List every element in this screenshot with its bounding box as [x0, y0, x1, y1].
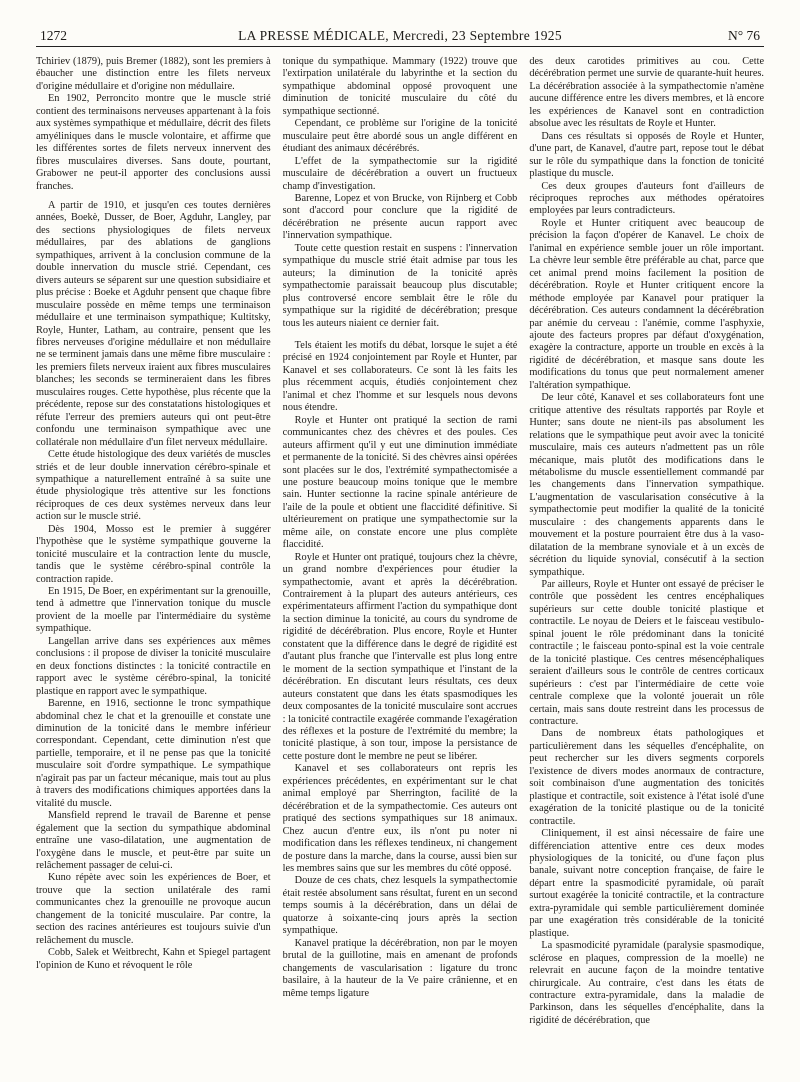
paragraph: Dès 1904, Mosso est le premier à suggérer l'hypothèse que le système sympathique gouverne la tonicité musculaire et la contraction lente du muscle, tandis que le système cérébro-spinal contrôle la contraction rapide.: [36, 523, 271, 585]
paragraph: des deux carotides primitives au cou. Cette décérébration permet une survie de quarante-huit heures. La décérébration associée à la sympathectomie n'amène aucune différence entre les divers membres, et là encore les expériences de Kanavel sont en contradiction absolue avec les résultats de Royle et Hunter.: [529, 56, 765, 130]
article-columns: [36, 56, 764, 1070]
paragraph: Toute cette question restait en suspens : l'innervation sympathique du muscle strié était admise par tous les auteurs; la diminution de la tonicité après sympathectomie paraissait beaucoup plus discutable; plus controversé encore semblait être le rôle du sympathique sur la rigidité de décérébration; presque tous les auteurs niaient ce dernier fait.: [282, 242, 518, 329]
paragraph: Royle et Hunter ont pratiqué la section de rami communicantes chez des chèvres et des poules. Ces auteurs affirment qu'il y eut une diminution immédiate et permanente de la tonicité. Si des chèvres ainsi opérées sont placées sur le dos, l'extrémité sympathectomisée a une posture beaucoup moins tonique que le membre sain. Hunter sectionne la racine spinale antérieure de l'aile de la poule et obtient une flaccidité définitive. Si ultérieurement on pratique une sympathectomie sur la même aile, on constate encore une plus complète flaccidité.: [282, 414, 518, 551]
paragraph: Royle et Hunter critiquent avec beaucoup de précision la façon d'opérer de Kanavel. Le choix de l'animal en expérience semble jouer un rôle important. La chèvre leur semble être préférable au chat, parce que cet animal prend moins facilement la position de décérébration. Royle et Hunter critiquent encore la méthode employée par Kanavel pour pratiquer la décérébration. Ces auteurs condamnent la décérébration par anémie du cerveau : l'anémie, comme l'asphyxie, ajoute des facteurs propres par défaut d'oxygénation, exagère la contracture, apporte un trouble en excès à la rigidité de décérébration, et masque sans doute les modifications du tonus que peut normalement amener l'altération sympathique.: [529, 217, 765, 391]
paragraph: Kuno répète avec soin les expériences de Boer, et trouve que la section unilatérale des rami communicantes chez la grenouille ne provoque aucun changement de la tonicité musculaire. Par contre, la section des racines antérieures est toujours suivie d'un relâchement du muscle.: [36, 872, 271, 946]
column-left: [36, 56, 271, 1070]
journal-title: LA PRESSE MÉDICALE, Mercredi, 23 Septembre 1925: [238, 28, 562, 43]
paragraph: tonique du sympathique. Mammary (1922) trouve que l'extirpation unilatérale du labyrinthe et la section du sympathique abdominal opposé provoquent une diminution de tonicité musculaire du côté du sympathique sectionné.: [282, 56, 518, 117]
paragraph: Cobb, Salek et Weitbrecht, Kahn et Spiegel partagent l'opinion de Kuno et révoquent le rôle: [36, 947, 271, 971]
page-number: 1272: [40, 28, 67, 43]
paragraph: Royle et Hunter ont pratiqué, toujours chez la chèvre, un grand nombre d'expériences pour étudier la sympathectomie, avant et après la décérébration. Contrairement à la plupart des auteurs antérieurs, ces expérimentateurs affirment l'action du sympathique dont la section diminue la tonicité, au cours du syndrome de rigidité de décérébration. Plus encore, Royle et Hunter constatent que la différence dans le degré de rigidité est d'autant plus franche que l'intervalle est plus long entre le moment de la section sympathique et l'instant de la décérébration. En discutant leurs résultats, ces deux auteurs constatent que dans les états spasmodiques les deux composantes de la tonicité musculaire sont accrues : la tonicité contractile exagérée commande l'exagération des réflexes et la posture de l'extrémité du membre; la tonicité plastique, à son tour, impose la persistance de cette posture dont le membre ne peut se libérer.: [282, 551, 518, 762]
paragraph: L'effet de la sympathectomie sur la rigidité musculaire de décérébration a ouvert un fructueux champ d'investigation.: [282, 155, 518, 192]
paragraph: Cliniquement, il est ainsi nécessaire de faire une différenciation attentive entre ces deux modes physiologiques de la tonicité, ou d'une façon plus banale, suivant notre conception française, de faire le départ entre la spasmodicité pyramidale, où paraît surtout exagérée la tonicité contractile, et la contracture extra-pyramidale qui semble particulièrement dominée par une exagération très considérable de la tonicité plastique.: [529, 828, 765, 939]
paragraph: En 1915, De Boer, en expérimentant sur la grenouille, tend à admettre que l'innervation tonique du muscle provient de la moelle par l'intermédiaire du système sympathique.: [36, 586, 271, 635]
paragraph: Tels étaient les motifs du débat, lorsque le sujet a été précisé en 1924 conjointement par Royle et Hunter, par Kanavel et ses collaborateurs. Ce sont là les faits les plus récemment acquis, étudiés conjointement chez l'animal et chez l'homme et sur lesquels nous devons nous étendre.: [282, 339, 518, 414]
column-middle: [283, 56, 518, 1070]
paragraph: De leur côté, Kanavel et ses collaborateurs font une critique attentive des résultats rapportés par Royle et Hunter; sans doute ne nient-ils pas absolument les relations que le sympathique peut avoir avec la tonicité musculaire, mais ces auteurs n'admettent pas un rôle mécanique, mais plutôt des modifications dans le métabolisme du muscle essentiellement commandé par les changements dans l'innervation sympathique. L'augmentation de vascularisation consécutive à la sympathectomie peut modifier la qualité de la tonicité musculaire : des changements apparents dans le mouvement et la posture pourraient être dus à la vaso-dilatation de la membrane synoviale et à un excès de sécrétion du liquide synovial, consécutif à la section sympathique.: [529, 392, 765, 578]
paragraph: Dans ces résultats si opposés de Royle et Hunter, d'une part, de Kanavel, d'autre part, repose tout le débat sur le rôle du sympathique dans la fonction de tonicité plastique du muscle.: [529, 130, 765, 180]
paragraph: Douze de ces chats, chez lesquels la sympathectomie était restée absolument sans résultat, furent en un second temps soumis à la décérébration, dans un délai de quatorze à soixante-cinq jours après la section sympathique.: [282, 875, 518, 937]
paragraph: Cependant, ce problème sur l'origine de la tonicité musculaire peut être abordé sous un angle différent en étudiant des animaux décérébrés.: [282, 118, 518, 155]
paragraph: Ces deux groupes d'auteurs font d'ailleurs de réciproques reproches aux méthodes opératoires employées par leurs contradicteurs.: [529, 180, 765, 217]
column-right: [529, 56, 764, 1070]
paragraph: Tchiriev (1879), puis Bremer (1882), sont les premiers à ébaucher une distinction entre les filets nerveux d'origine médullaire et d'origine non médullaire.: [36, 56, 271, 92]
paragraph: Dans de nombreux états pathologiques et particulièrement dans les séquelles d'encéphalite, on peut rechercher sur les divers segments corporels l'existence de divers modes anormaux de contracture, soit combinaison d'une augmentation des tonicités plastique et contractile, soit existence à l'état isolé d'une exagération de la tonicité plastique ou de la tonicité contractile.: [529, 728, 765, 827]
paragraph: Barenne, en 1916, sectionne le tronc sympathique abdominal chez le chat et la grenouille et constate une diminution de la tonicité dans le membre inférieur correspondant. Cependant, cette diminution n'est que partielle, temporaire, et il ne pense pas que la tonicité musculaire soit d'ordre sympathique. Le sympathique n'agirait pas par un facteur mécanique, mais tout au plus à travers des modifications chimiques apportées dans la vitalité du muscle.: [36, 698, 271, 809]
issue-number: N° 76: [727, 28, 760, 43]
paragraph: Barenne, Lopez et von Brucke, von Rijnberg et Cobb sont d'accord pour conclure que la rigidité de décérébration ne présente aucun rapport avec l'innervation sympathique.: [282, 192, 518, 242]
page-header: [36, 26, 764, 47]
paragraph: Cette étude histologique des deux variétés de muscles striés et de leur double innervation cérébro-spinale et sympathique a naturellement entraîné à sa suite une étude physiologique très attentive sur les fonctions réciproques de ces deux systèmes nerveux dans leur action sur le muscle strié.: [36, 449, 271, 523]
paragraph: Langellan arrive dans ses expériences aux mêmes conclusions : il propose de diviser la tonicité musculaire en deux fonctions distinctes : la tonicité contractile en rapport avec le système cérébro-spinal, la tonicité plastique en rapport avec le sympathique.: [36, 635, 271, 697]
paragraph: Kanavel pratique la décérébration, non par le moyen brutal de la guillotine, mais en amenant de profonds changements de vascularisation : ligature du tronc basilaire, à la hauteur de la Ve paire crânienne, et en même temps ligature: [282, 937, 518, 999]
paragraph: En 1902, Perroncito montre que le muscle strié contient des terminaisons nerveuses appartenant à la fois aux systèmes sympathique et médullaire, décrit des filets amyéliniques dans le muscle volontaire, et affirme que les différentes sortes de filets nerveux innervent des fibres musculaires diverses. Sans doute, pourtant, Grabower ne peut-il apporter des conclusions aussi franches.: [36, 93, 271, 192]
paragraph: Par ailleurs, Royle et Hunter ont essayé de préciser le contrôle que possèdent les centres encéphaliques supérieurs sur cette double tonicité plastique et contractile. Le noyau de Deiers et le faisceau vestibulo-spinal jouent le rôle prédominant dans la tonicité contractile ; le faisceau ponto-spinal est la voie centrale de la tonicité plastique. Ces centres mésencéphaliques seraient d'ailleurs sous le contrôle de centres corticaux supérieurs : c'est par l'intermédiaire de cette voie centrale complexe que la volonté jouerait un rôle certain, mais sans doute restreint dans les processus de contracture.: [529, 579, 765, 728]
paragraph: La spasmodicité pyramidale (paralysie spasmodique, sclérose en plaques, compression de la moelle) ne relevrait en aucune façon de la moindre tentative chirurgicale. Au contraire, c'est dans les états de contracture extra-pyramidale, dans la maladie de Parkinson, dans les séquelles d'encéphalite, dans la rigidité de décérébration, que: [529, 940, 765, 1026]
paragraph: Kanavel et ses collaborateurs ont repris les expériences précédentes, en expérimentant sur le chat animal employé par Sherrington, facilité de la décérébration et de la sympathectomie. Ces auteurs ont pratiqué des sections sympathiques sur 18 animaux. Chez aucun d'entre eux, ils n'ont pu noter ni modification dans les réflexes tendineux, ni changement de posture dans la marche, dans la course, aussi bien sur les membres sains que sur les membres du côté opposé.: [282, 763, 518, 874]
paragraph: A partir de 1910, et jusqu'en ces toutes dernières années, Boekè, Dusser, de Boer, Agduhr, Langley, par des sections physiologiques de filets nerveux médullaires, par des ablations de ganglions sympathiques, arrivent à la conclusion commune de la double innervation du muscle strié. Cependant, ces divers auteurs se séparent sur une question subsidiaire et plus précise : Boeke et Agduhr pensent que chaque fibre musculaire possède en même temps une terminaison médullaire et une terminaison sympathique; Kultitsky, Royle, Hunter, Latham, au contraire, pensent que les fibres nerveuses d'origine médullaire et non médullaire ne se terminent jamais dans une même fibre musculaire : les premiers filets nerveux iraient aux fibres musculaires blanches; les seconds se termineraient dans les fibres musculaires rouges. Cette hypothèse, plus récente que la précédente, repose sur des constatations histologiques et réfute l'erreur des premiers auteurs qui ont peut-être confondu une terminaison sympathique avec une collatérale non médullaire d'un filet nerveux médullaire.: [36, 199, 271, 448]
paragraph: Mansfield reprend le travail de Barenne et pense également que la section du sympathique abdominal entraîne une vaso-dilatation, une augmentation de l'oxygène dans le muscle, et peut-être par suite un relâchement passager de celui-ci.: [36, 810, 271, 871]
